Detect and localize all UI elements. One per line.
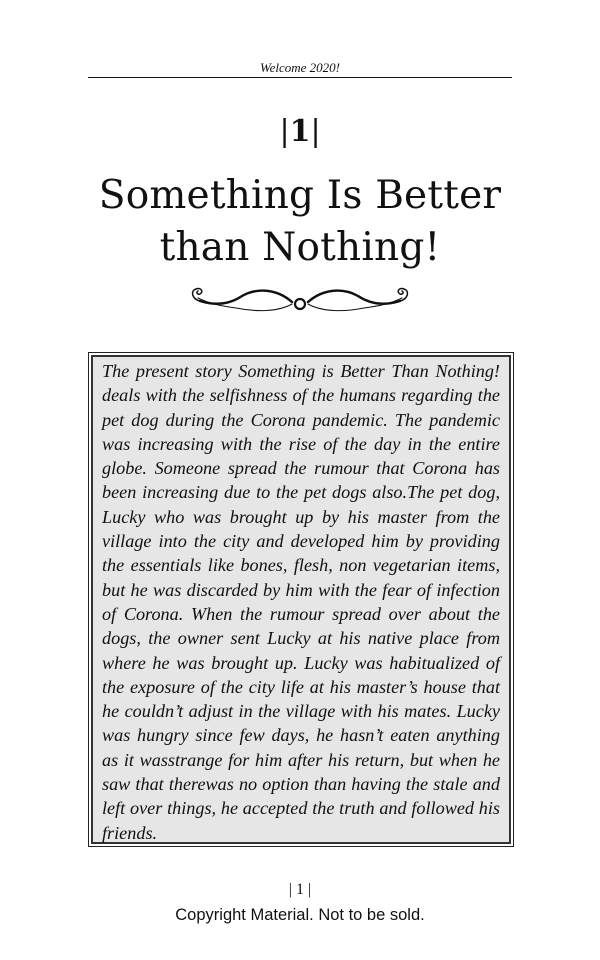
chapter-title: Something Is Better than Nothing! [98,173,502,270]
chapter-number [0,112,600,152]
story-summary-text: The present story Something is Better Than Nothing! deals with the selfishness of the humans regarding the pet dog during the Corona pandemic. The pandemic was increasing with the rise of the day in the entire globe. Someone spread the rumour that Corona has been increasing due to the pet dogs also.The pet dog, Lucky who was brought up by his master from the village into the city and developed him by providing the essentials like bones, flesh, non vegetarian items, but he was discarded by him with the fear of infection of Corona. When the rumour spread over about the dogs, the owner sent Lucky at his native place from where he was brought up. Lucky was habitualized of the exposure of the city life at his master’s house that he couldn’t adjust in the village with his mates. Lucky was hungry since few days, he hasn’t eaten anything as it wasstrange for him after his return, but when he saw that therewas no option than having the stale and left over things, he accepted the truth and followed his friends. [102,361,500,843]
scroll-flourish-icon [186,282,414,316]
chapter-number-right-bar: | [310,114,321,149]
header-rule [88,77,512,78]
chapter-number-value: 1 [289,114,311,149]
running-header: Welcome 2020! [259,60,341,75]
story-summary-box-inner [91,355,511,844]
page-number: | 1 | [288,881,312,898]
story-summary-box [88,352,514,847]
chapter-number-left-bar: | [279,114,290,149]
copyright-notice: Copyright Material. Not to be sold. [175,906,425,924]
